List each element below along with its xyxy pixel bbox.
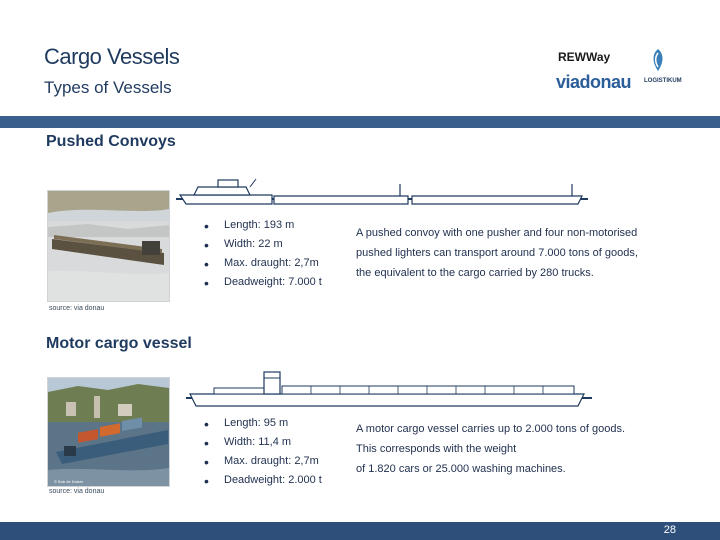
slide-title: Cargo Vessels [44,44,180,69]
pushed-spec-width: • Width: 22 m [202,238,322,257]
motor-spec-width: • Width: 11,4 m [202,436,322,455]
logistikum-logo-icon [650,48,666,72]
header-divider-band [0,116,720,128]
motor-cargo-heading: Motor cargo vessel [46,335,192,352]
pushed-spec-length: • Length: 193 m [202,219,322,238]
motor-photo-credit: © Bob de Kaiser [54,479,84,484]
pushed-description-line: A pushed convoy with one pusher and four non-motorised [356,227,638,239]
viadonau-logo: viadonau [556,72,632,92]
pushed-convoy-side-view-icon [176,176,588,210]
motor-description-line: A motor cargo vessel carries up to 2.000 tons of goods. [356,423,626,435]
motor-specs-list [202,417,322,493]
pushed-description-line: the equivalent to the cargo carried by 280 trucks. [356,267,594,279]
pushed-spec-draught: • Max. draught: 2,7m [202,257,322,276]
motor-description [356,423,625,483]
motor-photo-source: source: via donau [49,488,105,495]
pushed-spec-deadweight: • Deadweight: 7.000 t [202,276,322,295]
motor-description-line: This corresponds with the weight [356,443,517,455]
motor-cargo-vessel-side-view-icon [186,370,592,410]
motor-cargo-photo [47,377,170,487]
reway-logo [558,50,610,65]
footer-bar [0,522,720,540]
pushed-photo-source: source: via donau [49,305,105,312]
reway-logo-text: REWWay [558,50,611,64]
motor-spec-draught: • Max. draught: 2,7m [202,455,322,474]
pushed-description [356,227,638,287]
pushed-convoy-photo [47,190,170,302]
logistikum-logo-text: LOGISTIKUM [644,78,682,84]
page-number: 28 [663,524,676,536]
slide-subtitle: Types of Vessels [44,78,172,97]
pushed-convoys-heading: Pushed Convoys [46,133,176,150]
pushed-description-line: pushed lighters can transport around 7.000 tons of goods, [356,247,638,259]
motor-spec-length: • Length: 95 m [202,417,322,436]
motor-spec-deadweight: • Deadweight: 2.000 t [202,474,322,493]
pushed-specs-list [202,219,322,295]
motor-description-line: of 1.820 cars or 25.000 washing machines. [356,463,566,475]
